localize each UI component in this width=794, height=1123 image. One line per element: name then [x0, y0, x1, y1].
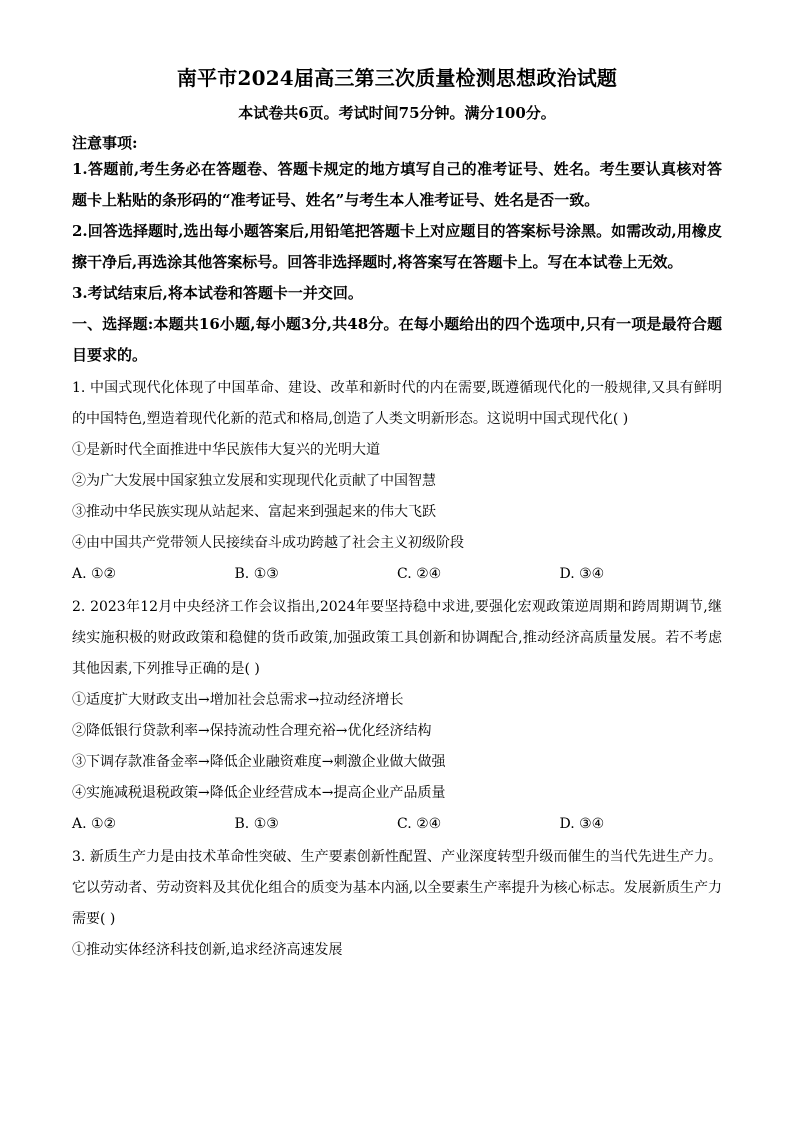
choice-a: A. ①② [72, 816, 117, 832]
question-option: ④由中国共产党带领人民接续奋斗成功跨越了社会主义初级阶段 [72, 535, 464, 551]
notes-heading: 注意事项: [72, 134, 138, 152]
section-heading: 一、选择题:本题共16小题,每小题3分,共48分。在每小题给出的四个选项中,只有一项是最符合题目要求的。 [72, 315, 722, 364]
choice-c: C. ②④ [397, 816, 442, 832]
question-option: ④实施减税退税政策→降低企业经营成本→提高企业产品质量 [72, 785, 446, 801]
answer-choices [72, 809, 722, 840]
exam-page [72, 64, 722, 966]
question-option: ②降低银行贷款利率→保持流动性合理充裕→优化经济结构 [72, 723, 432, 739]
question-1 [72, 373, 722, 590]
question-stem: 2. 2023年12月中央经济工作会议指出,2024年要坚持稳中求进,要强化宏观政策逆周期和跨周期调节,继续实施积极的财政政策和稳健的货币政策,加强政策工具创新和协调配合,推动经济高质量发展。若不考虑其他因素,下列推导正确的是( ) [72, 599, 722, 677]
question-option: ①推动实体经济科技创新,追求经济高速发展 [72, 942, 343, 958]
choice-b: B. ①③ [234, 816, 279, 832]
question-option: ①适度扩大财政支出→增加社会总需求→拉动经济增长 [72, 692, 404, 708]
note-item: 2.回答选择题时,选出每小题答案后,用铅笔把答题卡上对应题目的答案标号涂黑。如需改动,用橡皮擦干净后,再选涂其他答案标号。回答非选择题时,将答案写在答题卡上。写在本试卷上无效。 [72, 222, 722, 271]
choice-d: D. ③④ [559, 816, 605, 832]
answer-choices [72, 559, 722, 590]
question-3 [72, 842, 722, 966]
exam-info: 本试卷共6页。考试时间75分钟。满分100分。 [238, 104, 556, 122]
choice-b: B. ①③ [234, 566, 279, 582]
note-item: 1.答题前,考生务必在答题卷、答题卡规定的地方填写自己的准考证号、姓名。考生要认真核对答题卡上粘贴的条形码的“准考证号、姓名”与考生本人准考证号、姓名是否一致。 [72, 160, 722, 209]
question-2 [72, 592, 722, 840]
question-option: ③推动中华民族实现从站起来、富起来到强起来的伟大飞跃 [72, 504, 436, 520]
page-title: 南平市2024届高三第三次质量检测思想政治试题 [176, 66, 618, 90]
question-stem: 1. 中国式现代化体现了中国革命、建设、改革和新时代的内在需要,既遵循现代化的一般规律,又具有鲜明的中国特色,塑造着现代化新的范式和格局,创造了人类文明新形态。这说明中国式现代化( ) [72, 380, 722, 427]
question-option: ②为广大发展中国家独立发展和实现现代化贡献了中国智慧 [72, 473, 436, 489]
question-option: ③下调存款准备金率→降低企业融资难度→刺激企业做大做强 [72, 754, 446, 770]
choice-a: A. ①② [72, 566, 117, 582]
choice-d: D. ③④ [559, 566, 605, 582]
question-stem: 3. 新质生产力是由技术革命性突破、生产要素创新性配置、产业深度转型升级而催生的当代先进生产力。它以劳动者、劳动资料及其优化组合的质变为基本内涵,以全要素生产率提升为核心标志。发展新质生产力需要( ) [72, 849, 722, 927]
choice-c: C. ②④ [397, 566, 442, 582]
question-option: ①是新时代全面推进中华民族伟大复兴的光明大道 [72, 442, 380, 458]
note-item: 3.考试结束后,将本试卷和答题卡一并交回。 [72, 284, 363, 302]
